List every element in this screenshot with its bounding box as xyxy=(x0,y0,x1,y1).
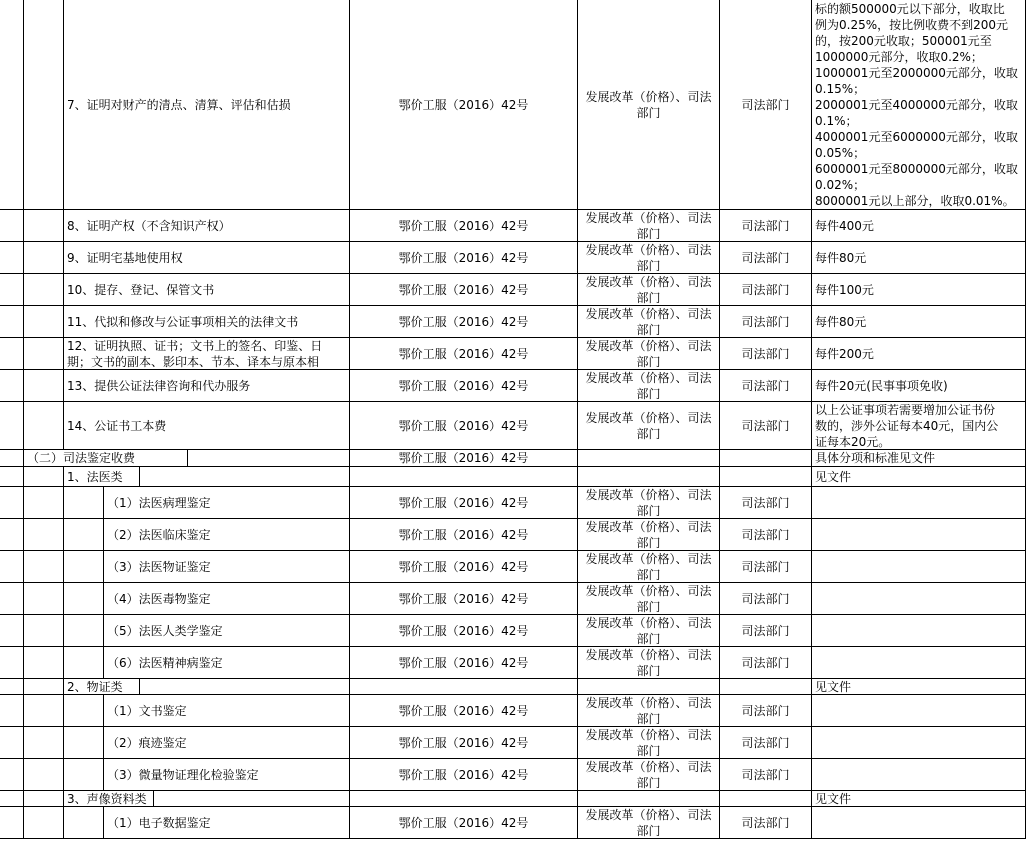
blank-col-a[interactable] xyxy=(0,370,24,402)
dept-cell[interactable] xyxy=(578,274,720,306)
doc-cell[interactable]: 鄂价工服（2016）42号 xyxy=(350,210,578,242)
blank-col-a[interactable] xyxy=(0,402,24,450)
blank-cell[interactable] xyxy=(188,450,350,467)
blank-cell[interactable] xyxy=(578,450,720,467)
exec-cell[interactable]: 司法部门 xyxy=(720,402,812,450)
fee-cell[interactable] xyxy=(812,402,1026,450)
exec-cell[interactable]: 司法部门 xyxy=(720,551,812,583)
blank-cell[interactable] xyxy=(140,467,350,487)
fee-line: 2000001元至4000000元部分，收取 xyxy=(815,97,1018,112)
blank-col-a[interactable] xyxy=(0,807,24,839)
blank-col-b[interactable] xyxy=(24,695,64,727)
fee-line: 例为0.25%，按比例收费不到200元 xyxy=(815,17,1009,32)
doc-cell[interactable]: 鄂价工服（2016）42号 xyxy=(350,759,578,791)
exec-cell[interactable]: 司法部门 xyxy=(720,242,812,274)
doc-cell[interactable]: 鄂价工服（2016）42号 xyxy=(350,0,578,210)
item-name-cell[interactable]: （5）法医人类学鉴定 xyxy=(104,615,350,647)
item-name-cell[interactable]: 11、代拟和修改与公证事项相关的法律文书 xyxy=(64,306,350,338)
exec-cell[interactable]: 司法部门 xyxy=(720,727,812,759)
fee-cell[interactable]: 每件80元 xyxy=(812,306,1026,338)
blank-col-b[interactable] xyxy=(24,467,64,487)
exec-cell[interactable]: 司法部门 xyxy=(720,210,812,242)
blank-col-a[interactable] xyxy=(0,338,24,370)
fee-line: 4000001元至6000000元部分，收取 xyxy=(815,129,1018,144)
item-name-cell[interactable]: （1）文书鉴定 xyxy=(104,695,350,727)
fee-cell[interactable] xyxy=(812,551,1026,583)
item-name-cell[interactable]: 9、证明宅基地使用权 xyxy=(64,242,350,274)
blank-col-b[interactable] xyxy=(24,519,64,551)
exec-cell[interactable]: 司法部门 xyxy=(720,306,812,338)
dept-text: 发展改革（价格）、司法部门 xyxy=(585,89,712,120)
fee-cell[interactable]: 每件80元 xyxy=(812,242,1026,274)
dept-text: 发展改革（价格）、司法部门 xyxy=(585,274,712,305)
item-name-cell[interactable]: 7、证明对财产的清点、清算、评估和估损 xyxy=(64,0,350,210)
dept-cell[interactable] xyxy=(578,647,720,679)
item-name-cell[interactable] xyxy=(64,338,350,370)
dept-cell[interactable] xyxy=(578,695,720,727)
fee-cell[interactable] xyxy=(812,0,1026,210)
blank-col-b[interactable] xyxy=(24,727,64,759)
fee-cell[interactable] xyxy=(812,759,1026,791)
fee-line: 1000001元至2000000元部分，收取 xyxy=(815,65,1018,80)
blank-col-b[interactable] xyxy=(24,807,64,839)
exec-cell[interactable]: 司法部门 xyxy=(720,583,812,615)
blank-col-a[interactable] xyxy=(0,210,24,242)
fee-cell[interactable] xyxy=(812,519,1026,551)
exec-cell[interactable]: 司法部门 xyxy=(720,370,812,402)
fee-line: 的，按200元收取；500001元至 xyxy=(815,33,992,48)
blank-col-a[interactable] xyxy=(0,0,24,210)
blank-col-b[interactable] xyxy=(24,647,64,679)
fee-cell[interactable] xyxy=(812,487,1026,519)
doc-cell[interactable]: 鄂价工服（2016）42号 xyxy=(350,647,578,679)
exec-cell[interactable]: 司法部门 xyxy=(720,759,812,791)
dept-cell[interactable] xyxy=(578,727,720,759)
item-name-cell[interactable]: （6）法医精神病鉴定 xyxy=(104,647,350,679)
blank-col-b[interactable] xyxy=(24,679,64,695)
dept-cell[interactable] xyxy=(578,242,720,274)
blank-cell[interactable] xyxy=(578,791,720,807)
section-title-cell[interactable]: （二）司法鉴定收费 xyxy=(24,450,188,467)
fee-cell[interactable] xyxy=(812,807,1026,839)
fee-cell[interactable]: 具体分项和标准见文件 xyxy=(812,450,1026,467)
blank-col-a[interactable] xyxy=(0,519,24,551)
item-name-cell[interactable]: （2）法医临床鉴定 xyxy=(104,519,350,551)
item-name-cell[interactable]: （1）电子数据鉴定 xyxy=(104,807,350,839)
blank-cell[interactable] xyxy=(578,467,720,487)
fee-line: 标的额500000元以下部分，收取比 xyxy=(815,1,1005,16)
doc-cell[interactable]: 鄂价工服（2016）42号 xyxy=(350,727,578,759)
doc-cell[interactable]: 鄂价工服（2016）42号 xyxy=(350,695,578,727)
fee-cell[interactable]: 每件400元 xyxy=(812,210,1026,242)
blank-col-b[interactable] xyxy=(24,210,64,242)
blank-col-b[interactable] xyxy=(24,583,64,615)
blank-col-a[interactable] xyxy=(0,450,24,467)
blank-col-a[interactable] xyxy=(0,647,24,679)
item-name-cell[interactable]: 8、证明产权（不含知识产权） xyxy=(64,210,350,242)
blank-col-b[interactable] xyxy=(24,306,64,338)
doc-cell[interactable]: 鄂价工服（2016）42号 xyxy=(350,583,578,615)
dept-text: 发展改革（价格）、司法部门 xyxy=(585,242,712,273)
blank-col-b[interactable] xyxy=(24,370,64,402)
blank-col-a[interactable] xyxy=(0,791,24,807)
blank-col-a[interactable] xyxy=(0,242,24,274)
fee-line: 以上公证事项若需要增加公证书份 xyxy=(815,402,996,417)
dept-cell[interactable] xyxy=(578,551,720,583)
blank-cell[interactable] xyxy=(350,791,578,807)
blank-cell[interactable] xyxy=(350,467,578,487)
dept-text: 发展改革（价格）、司法部门 xyxy=(585,647,712,678)
item-name-cell[interactable]: （2）痕迹鉴定 xyxy=(104,727,350,759)
blank-col-b[interactable] xyxy=(24,338,64,370)
group-title-cell[interactable]: 3、声像资料类 xyxy=(64,791,154,807)
blank-cell[interactable] xyxy=(140,679,350,695)
group-title-cell[interactable]: 1、法医类 xyxy=(64,467,140,487)
dept-text: 发展改革（价格）、司法部门 xyxy=(585,338,712,369)
doc-cell[interactable]: 鄂价工服（2016）42号 xyxy=(350,450,578,467)
blank-col-c[interactable] xyxy=(64,615,104,647)
dept-cell[interactable] xyxy=(578,807,720,839)
fee-line: 1000000元部分，收取0.2%； xyxy=(815,49,983,64)
blank-cell[interactable] xyxy=(154,791,350,807)
exec-cell[interactable]: 司法部门 xyxy=(720,615,812,647)
fee-cell[interactable]: 每件100元 xyxy=(812,274,1026,306)
blank-col-a[interactable] xyxy=(0,467,24,487)
blank-col-a[interactable] xyxy=(0,759,24,791)
doc-cell[interactable]: 鄂价工服（2016）42号 xyxy=(350,551,578,583)
blank-cell[interactable] xyxy=(720,450,812,467)
item-name-cell[interactable]: 13、提供公证法律咨询和代办服务 xyxy=(64,370,350,402)
doc-cell[interactable]: 鄂价工服（2016）42号 xyxy=(350,807,578,839)
fee-line: 0.1%； xyxy=(815,113,858,128)
fee-cell[interactable] xyxy=(812,615,1026,647)
dept-text: 发展改革（价格）、司法部门 xyxy=(585,807,712,838)
dept-text: 发展改革（价格）、司法部门 xyxy=(585,210,712,241)
doc-cell[interactable]: 鄂价工服（2016）42号 xyxy=(350,306,578,338)
dept-text: 发展改革（价格）、司法部门 xyxy=(585,410,712,441)
blank-col-c[interactable] xyxy=(64,727,104,759)
dept-text: 发展改革（价格）、司法部门 xyxy=(585,551,712,582)
dept-cell[interactable] xyxy=(578,370,720,402)
item-name-cell[interactable]: 14、公证书工本费 xyxy=(64,402,350,450)
fee-line: 8000001元以上部分，收取0.01%。 xyxy=(815,193,1015,208)
blank-col-c[interactable] xyxy=(64,487,104,519)
blank-col-b[interactable] xyxy=(24,0,64,210)
dept-text: 发展改革（价格）、司法部门 xyxy=(585,487,712,518)
item-name-line: 12、证明执照、证书；文书上的签名、印鉴、日 xyxy=(67,338,323,353)
fee-cell[interactable] xyxy=(812,695,1026,727)
blank-cell[interactable] xyxy=(720,467,812,487)
blank-col-b[interactable] xyxy=(24,791,64,807)
blank-col-a[interactable] xyxy=(0,551,24,583)
dept-cell[interactable] xyxy=(578,487,720,519)
item-name-cell[interactable]: （3）微量物证理化检验鉴定 xyxy=(104,759,350,791)
fee-cell[interactable]: 每件200元 xyxy=(812,338,1026,370)
exec-cell[interactable]: 司法部门 xyxy=(720,807,812,839)
dept-cell[interactable] xyxy=(578,210,720,242)
dept-cell[interactable] xyxy=(578,615,720,647)
dept-cell[interactable] xyxy=(578,0,720,210)
blank-col-b[interactable] xyxy=(24,615,64,647)
blank-col-a[interactable] xyxy=(0,615,24,647)
blank-col-c[interactable] xyxy=(64,519,104,551)
dept-cell[interactable] xyxy=(578,402,720,450)
dept-text: 发展改革（价格）、司法部门 xyxy=(585,615,712,646)
fee-cell[interactable]: 见文件 xyxy=(812,467,1026,487)
dept-cell[interactable] xyxy=(578,583,720,615)
group-title-cell[interactable]: 2、物证类 xyxy=(64,679,140,695)
fee-line: 0.15%； xyxy=(815,81,866,96)
item-name-cell[interactable]: （1）法医病理鉴定 xyxy=(104,487,350,519)
blank-col-b[interactable] xyxy=(24,487,64,519)
item-name-cell[interactable]: 10、提存、登记、保管文书 xyxy=(64,274,350,306)
fee-cell[interactable]: 见文件 xyxy=(812,791,1026,807)
dept-cell[interactable] xyxy=(578,519,720,551)
blank-cell[interactable] xyxy=(578,679,720,695)
dept-cell[interactable] xyxy=(578,338,720,370)
dept-text: 发展改革（价格）、司法部门 xyxy=(585,695,712,726)
blank-cell[interactable] xyxy=(720,679,812,695)
blank-col-b[interactable] xyxy=(24,274,64,306)
exec-cell[interactable]: 司法部门 xyxy=(720,274,812,306)
exec-cell[interactable]: 司法部门 xyxy=(720,695,812,727)
dept-cell[interactable] xyxy=(578,759,720,791)
blank-col-c[interactable] xyxy=(64,647,104,679)
blank-col-b[interactable] xyxy=(24,402,64,450)
dept-text: 发展改革（价格）、司法部门 xyxy=(585,759,712,790)
doc-cell[interactable]: 鄂价工服（2016）42号 xyxy=(350,274,578,306)
exec-cell[interactable]: 司法部门 xyxy=(720,487,812,519)
fee-line: 数的，涉外公证每本40元，国内公 xyxy=(815,418,999,433)
fee-line: 6000001元至8000000元部分，收取 xyxy=(815,161,1018,176)
fee-cell[interactable]: 见文件 xyxy=(812,679,1026,695)
dept-cell[interactable] xyxy=(578,306,720,338)
blank-col-c[interactable] xyxy=(64,807,104,839)
doc-cell[interactable]: 鄂价工服（2016）42号 xyxy=(350,615,578,647)
blank-col-c[interactable] xyxy=(64,551,104,583)
dept-text: 发展改革（价格）、司法部门 xyxy=(585,519,712,550)
blank-col-a[interactable] xyxy=(0,727,24,759)
item-name-line: 期；文书的副本、影印本、节本、译本与原本相 xyxy=(67,354,320,369)
doc-cell[interactable]: 鄂价工服（2016）42号 xyxy=(350,402,578,450)
blank-col-b[interactable] xyxy=(24,551,64,583)
fee-cell[interactable] xyxy=(812,583,1026,615)
blank-col-a[interactable] xyxy=(0,679,24,695)
blank-col-a[interactable] xyxy=(0,583,24,615)
blank-col-a[interactable] xyxy=(0,306,24,338)
item-name-cell[interactable]: （4）法医毒物鉴定 xyxy=(104,583,350,615)
exec-cell[interactable]: 司法部门 xyxy=(720,338,812,370)
dept-text: 发展改革（价格）、司法部门 xyxy=(585,370,712,401)
blank-col-b[interactable] xyxy=(24,242,64,274)
fee-line: 0.02%； xyxy=(815,177,866,192)
blank-col-a[interactable] xyxy=(0,487,24,519)
exec-cell[interactable]: 司法部门 xyxy=(720,0,812,210)
dept-text: 发展改革（价格）、司法部门 xyxy=(585,306,712,337)
doc-cell[interactable]: 鄂价工服（2016）42号 xyxy=(350,242,578,274)
fee-line: 证每本20元。 xyxy=(815,434,891,449)
doc-cell[interactable]: 鄂价工服（2016）42号 xyxy=(350,519,578,551)
exec-cell[interactable]: 司法部门 xyxy=(720,519,812,551)
blank-col-a[interactable] xyxy=(0,274,24,306)
blank-cell[interactable] xyxy=(350,679,578,695)
blank-col-c[interactable] xyxy=(64,759,104,791)
fee-cell[interactable]: 每件20元(民事事项免收) xyxy=(812,370,1026,402)
doc-cell[interactable]: 鄂价工服（2016）42号 xyxy=(350,370,578,402)
exec-cell[interactable]: 司法部门 xyxy=(720,647,812,679)
blank-col-a[interactable] xyxy=(0,695,24,727)
item-name-cell[interactable]: （3）法医物证鉴定 xyxy=(104,551,350,583)
fee-cell[interactable] xyxy=(812,647,1026,679)
blank-col-b[interactable] xyxy=(24,759,64,791)
dept-text: 发展改革（价格）、司法部门 xyxy=(585,727,712,758)
dept-text: 发展改革（价格）、司法部门 xyxy=(585,583,712,614)
blank-cell[interactable] xyxy=(720,791,812,807)
doc-cell[interactable]: 鄂价工服（2016）42号 xyxy=(350,487,578,519)
doc-cell[interactable]: 鄂价工服（2016）42号 xyxy=(350,338,578,370)
blank-col-c[interactable] xyxy=(64,583,104,615)
fee-cell[interactable] xyxy=(812,727,1026,759)
fee-line: 0.05%； xyxy=(815,145,866,160)
blank-col-c[interactable] xyxy=(64,695,104,727)
